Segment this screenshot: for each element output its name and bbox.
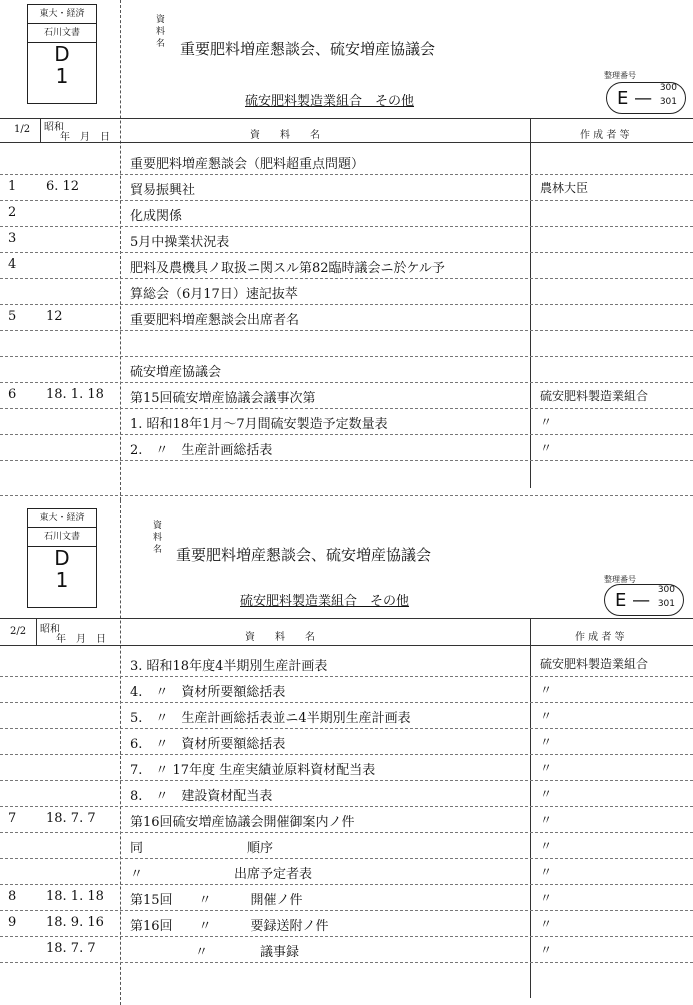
row-date: 18. 7. 7 <box>46 941 96 956</box>
row-rule <box>0 408 693 409</box>
table-row <box>0 436 693 462</box>
reference-label: 資料名 <box>153 521 163 555</box>
reference-title: 重要肥料増産懇談会、硫安増産協議会 <box>180 40 436 58</box>
row-author: 〃 <box>540 839 553 853</box>
table-row <box>0 358 693 384</box>
row-title: 4. 〃 資材所要額総括表 <box>130 685 286 700</box>
table-row <box>0 782 693 808</box>
row-author: 〃 <box>540 943 553 957</box>
header-author: 作 成 者 等 <box>575 632 625 643</box>
table-row <box>0 652 693 678</box>
row-number: 4 <box>8 257 17 272</box>
row-rule <box>0 330 693 331</box>
row-rule <box>0 304 693 305</box>
row-author: 〃 <box>540 683 553 697</box>
table-top-rule <box>0 118 693 119</box>
row-number: 8 <box>8 889 17 904</box>
row-rule <box>0 728 693 729</box>
file-number-badge <box>606 82 686 114</box>
table-row <box>0 938 693 964</box>
row-rule <box>0 434 693 435</box>
table-row <box>0 384 693 410</box>
row-rule <box>0 676 693 677</box>
row-rule <box>0 832 693 833</box>
badge-caption: 整理番号 <box>604 575 636 584</box>
table-row <box>0 886 693 912</box>
row-rule <box>0 252 693 253</box>
row-rule <box>0 356 693 357</box>
row-date: 18. 9. 16 <box>46 915 104 930</box>
stamp-line: 石川文書 <box>28 24 96 43</box>
header-title: 資 料 名 <box>250 130 320 141</box>
table-row <box>0 678 693 704</box>
badge-number-bottom: 301 <box>657 599 675 609</box>
row-title: 2. 〃 生産計画総括表 <box>130 443 273 458</box>
table-row <box>0 150 693 176</box>
row-author: 〃 <box>540 441 553 455</box>
row-rule <box>0 200 693 201</box>
header-era: 昭和 <box>44 122 64 133</box>
header-date: 年 月 日 <box>60 132 110 143</box>
row-title: 貿易振興社 <box>130 183 196 198</box>
reference-title: 重要肥料増産懇談会、硫安増産協議会 <box>176 546 432 564</box>
row-title: 第16回硫安増産協議会開催御案内ノ件 <box>130 815 355 830</box>
row-title: 6. 〃 資材所要額総括表 <box>130 737 286 752</box>
table-row <box>0 730 693 756</box>
table-row <box>0 808 693 834</box>
row-number: 2 <box>8 205 17 220</box>
table-row <box>0 306 693 332</box>
header-page-fraction: 1/2 <box>14 124 31 135</box>
header-author: 作 成 者 等 <box>580 130 630 141</box>
row-number: 1 <box>8 179 17 194</box>
row-title: 1. 昭和18年1月～7月間硫安製造予定数量表 <box>130 417 388 432</box>
row-title: 5. 〃 生産計画総括表並ニ4半期別生産計画表 <box>130 711 411 726</box>
row-author: 農林大臣 <box>540 181 589 195</box>
row-rule <box>0 226 693 227</box>
table-row <box>0 756 693 782</box>
row-rule <box>0 460 693 461</box>
row-title: 肥料及農機具ノ取扱ニ関スル第82臨時議会ニ於ケル予 <box>130 261 445 276</box>
row-author: 硫安肥料製造業組合 <box>540 389 649 403</box>
archive-stamp <box>27 4 97 104</box>
row-rule <box>0 278 693 279</box>
table-row <box>0 860 693 886</box>
row-title: 7. 〃 17年度 生産実績並原料資材配当表 <box>130 763 376 778</box>
row-rule <box>0 702 693 703</box>
row-author: 〃 <box>540 709 553 723</box>
row-number: 5 <box>8 309 17 324</box>
stamp-series: D <box>54 42 70 66</box>
row-title: 5月中操業状況表 <box>130 235 230 250</box>
row-date: 18. 1. 18 <box>46 889 104 904</box>
row-author: 〃 <box>540 813 553 827</box>
table-row <box>0 254 693 280</box>
row-title: 第15回硫安増産協議会議事次第 <box>130 391 316 406</box>
row-rule <box>0 382 693 383</box>
row-title: 硫安増産協議会 <box>130 365 222 380</box>
stamp-line: 東大・経済 <box>28 509 96 528</box>
table-row <box>0 332 693 358</box>
stamp-line: 東大・経済 <box>28 5 96 24</box>
column-divider <box>36 618 37 645</box>
row-rule <box>0 780 693 781</box>
table-row <box>0 704 693 730</box>
row-number: 7 <box>8 811 17 826</box>
table-row <box>0 410 693 436</box>
row-title: 化成関係 <box>130 209 183 224</box>
row-number: 6 <box>8 387 17 402</box>
row-author: 〃 <box>540 735 553 749</box>
subtitle: 硫安肥料製造業組合 その他 <box>245 94 415 109</box>
stamp-number: 1 <box>55 64 69 88</box>
catalog-sheet-1 <box>0 0 693 500</box>
column-divider <box>40 118 41 142</box>
row-rule <box>0 858 693 859</box>
table-row <box>0 280 693 306</box>
badge-caption: 整理番号 <box>604 71 636 80</box>
table-row <box>0 202 693 228</box>
header-era: 昭和 <box>40 624 60 635</box>
row-title: 〃 議事録 <box>130 945 300 960</box>
row-rule <box>0 806 693 807</box>
table-row <box>0 228 693 254</box>
badge-prefix: E — <box>615 590 651 611</box>
row-title: 3. 昭和18年度4半期別生産計画表 <box>130 659 328 674</box>
badge-prefix: E — <box>617 88 653 109</box>
row-title: 第16回 〃 要録送附ノ件 <box>130 919 329 934</box>
row-date: 12 <box>46 309 63 324</box>
header-title: 資 料 名 <box>245 632 315 643</box>
row-number: 9 <box>8 915 17 930</box>
row-title: 〃 出席予定者表 <box>130 867 313 882</box>
subtitle: 硫安肥料製造業組合 その他 <box>240 594 410 609</box>
header-page-fraction: 2/2 <box>10 626 27 637</box>
row-title: 重要肥料増産懇談会（肥料超重点問題） <box>130 157 365 172</box>
row-title: 重要肥料増産懇談会出席者名 <box>130 313 300 328</box>
row-title: 算総会（6月17日）速記抜萃 <box>130 287 298 302</box>
row-number: 3 <box>8 231 17 246</box>
row-rule <box>0 962 693 963</box>
stamp-series: D <box>54 546 70 570</box>
row-author: 〃 <box>540 891 553 905</box>
row-rule <box>0 174 693 175</box>
row-date: 6. 12 <box>46 179 80 194</box>
header-rule <box>0 645 693 646</box>
row-author: 〃 <box>540 415 553 429</box>
sheet-cut-line <box>0 495 693 496</box>
row-author: 硫安肥料製造業組合 <box>540 657 649 671</box>
row-author: 〃 <box>540 787 553 801</box>
badge-number-bottom: 301 <box>659 97 677 107</box>
table-row <box>0 912 693 938</box>
table-row <box>0 176 693 202</box>
reference-label: 資料名 <box>156 15 166 49</box>
stamp-line: 石川文書 <box>28 528 96 547</box>
row-title: 同 順序 <box>130 841 274 856</box>
row-title: 8. 〃 建設資材配当表 <box>130 789 273 804</box>
row-author: 〃 <box>540 761 553 775</box>
catalog-sheet-2 <box>0 500 693 1005</box>
file-number-badge <box>604 584 684 616</box>
badge-number-top: 300 <box>657 585 675 595</box>
row-date: 18. 1. 18 <box>46 387 104 402</box>
table-top-rule <box>0 618 693 619</box>
row-rule <box>0 884 693 885</box>
row-title: 第15回 〃 開催ノ件 <box>130 893 303 908</box>
row-rule <box>0 754 693 755</box>
row-rule <box>0 936 693 937</box>
table-row <box>0 834 693 860</box>
row-rule <box>0 910 693 911</box>
archive-stamp <box>27 508 97 608</box>
badge-number-top: 300 <box>659 83 677 93</box>
header-date: 年 月 日 <box>56 634 106 645</box>
row-author: 〃 <box>540 917 553 931</box>
row-author: 〃 <box>540 865 553 879</box>
row-date: 18. 7. 7 <box>46 811 96 826</box>
stamp-number: 1 <box>55 568 69 592</box>
